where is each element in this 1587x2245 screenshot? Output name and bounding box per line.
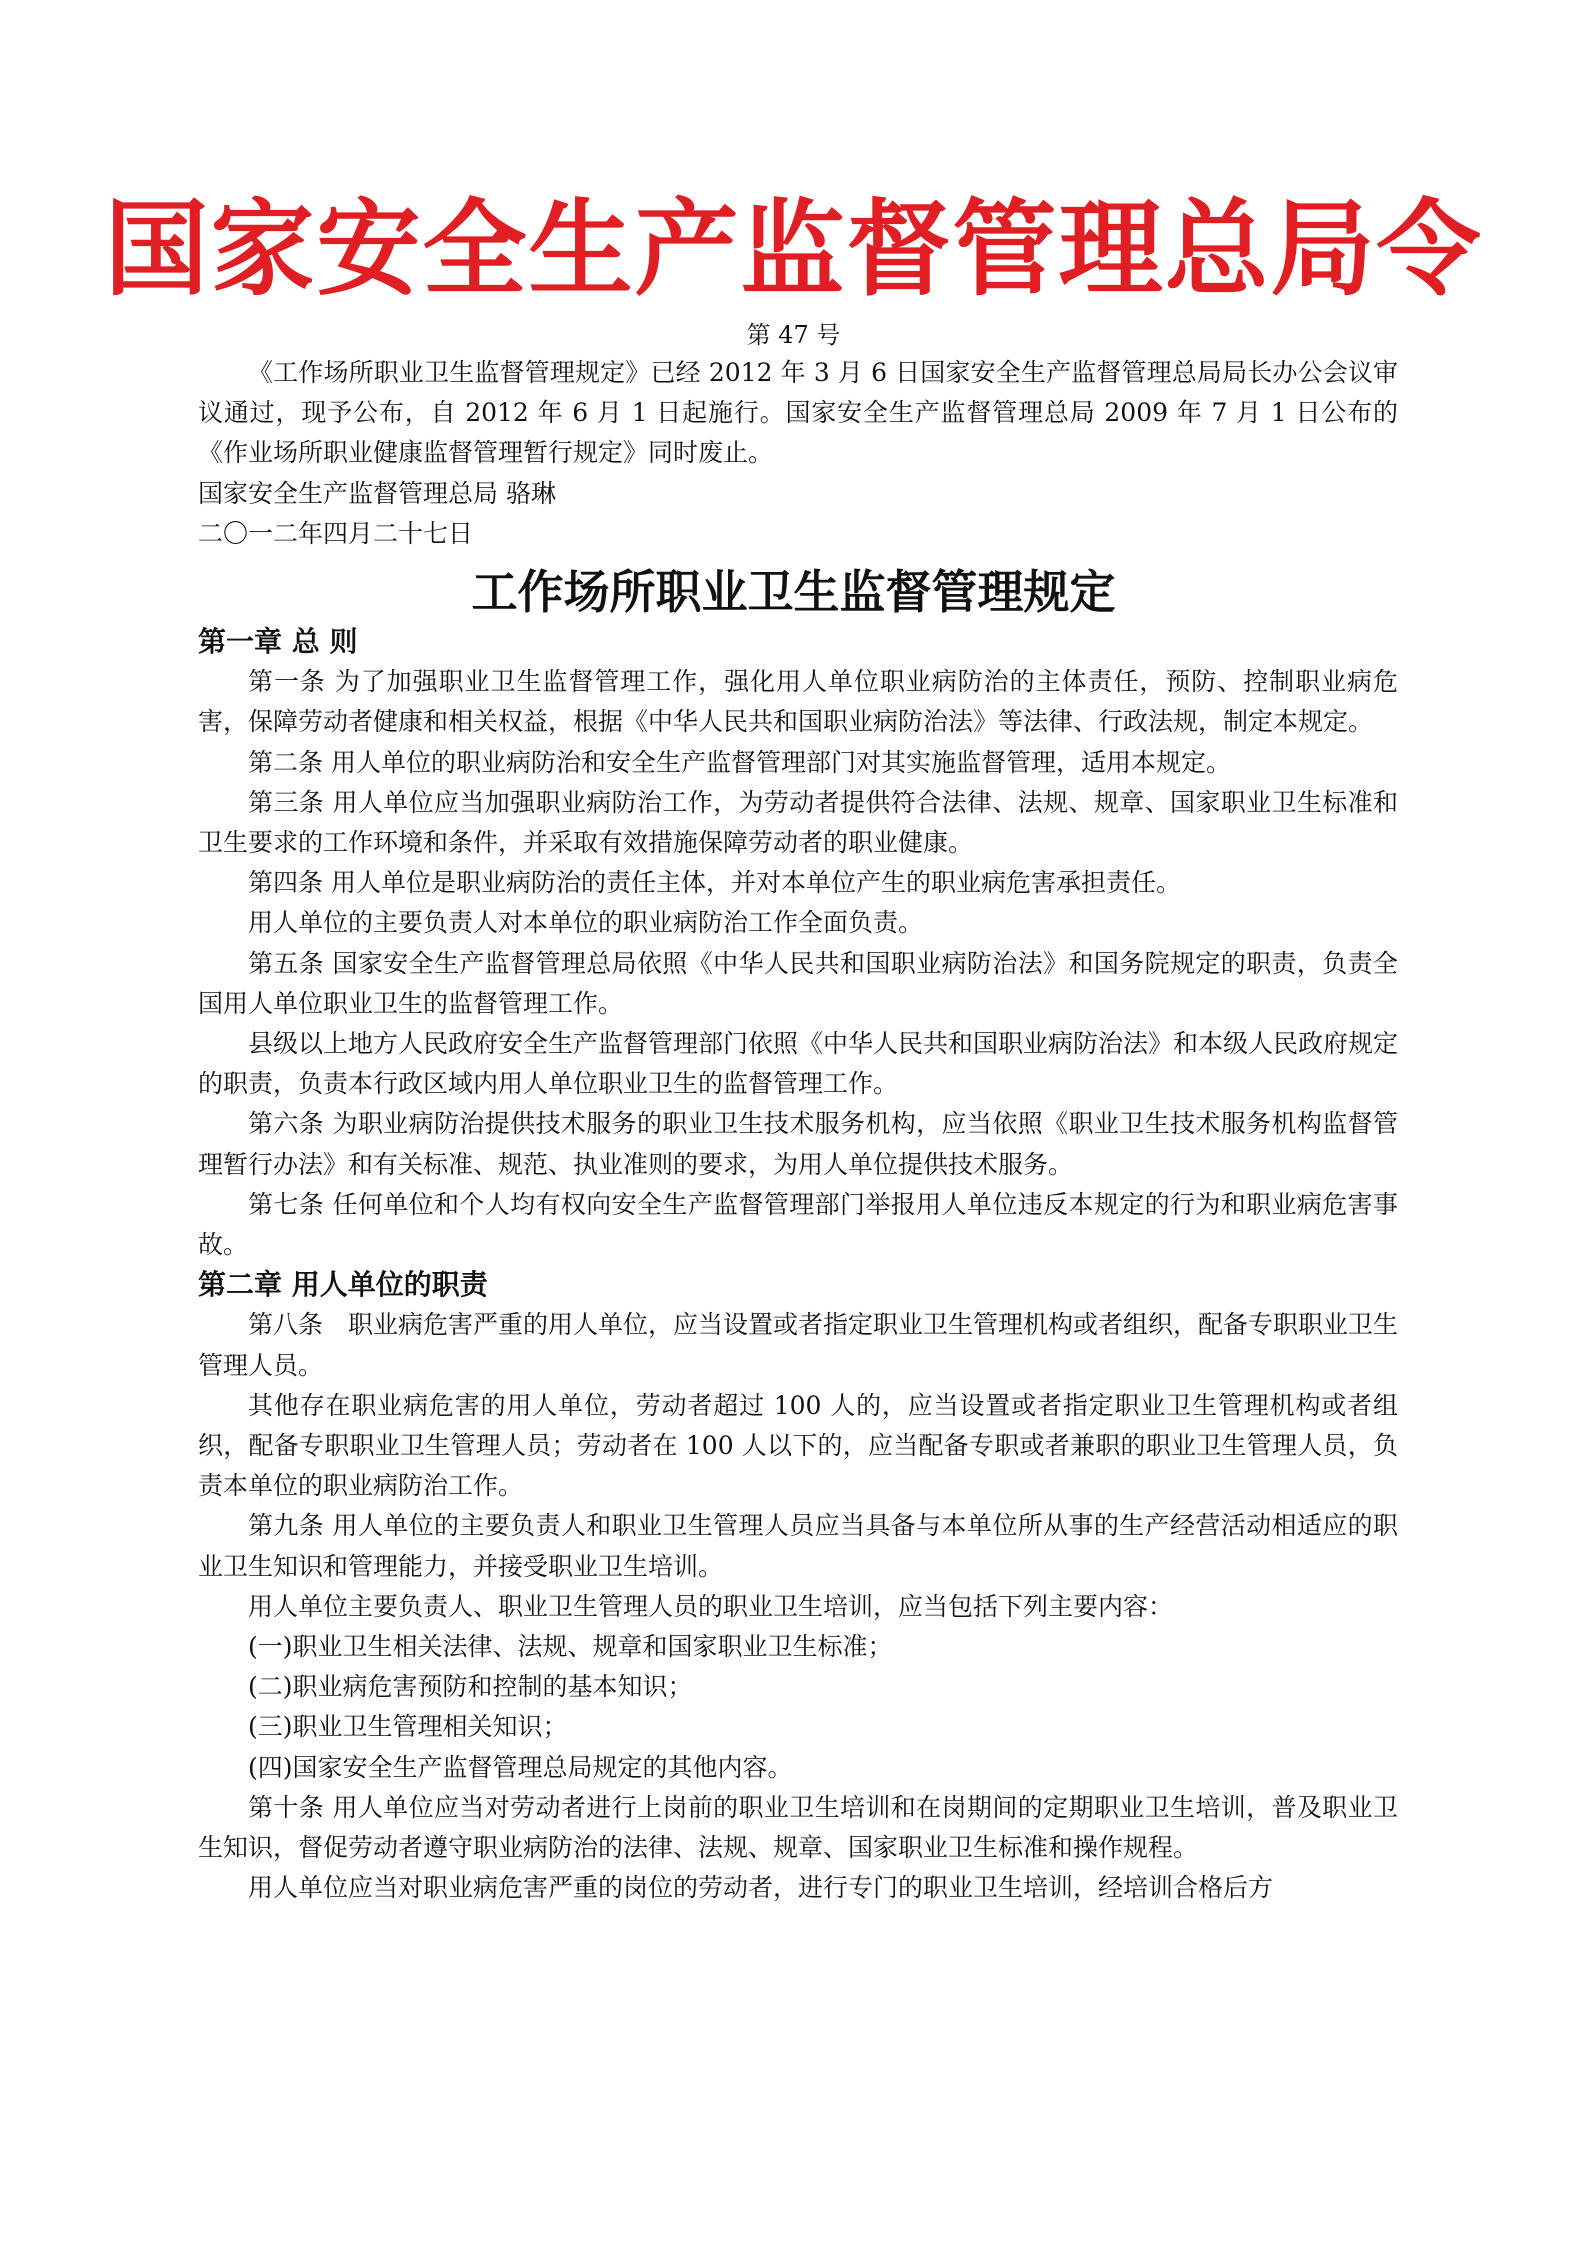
masthead-title: 国家安全生产监督管理总局令 [104,187,1483,310]
paragraph: 第五条 国家安全生产监督管理总局依照《中华人民共和国职业病防治法》和国务院规定的职责，负责全国用人单位职业卫生的监督管理工作。 [198,948,1398,1018]
paragraph: 第九条 用人单位的主要负责人和职业卫生管理人员应当具备与本单位所从事的生产经营活动相适应的职业卫生知识和管理能力，并接受职业卫生培训。 [198,1511,1398,1581]
paragraph: 第六条 为职业病防治提供技术服务的职业卫生技术服务机构，应当依照《职业卫生技术服务机构监督管理暂行办法》和有关标准、规范、执业准则的要求，为用人单位提供技术服务。 [198,1109,1398,1179]
paragraph: 第八条 职业病危害严重的用人单位，应当设置或者指定职业卫生管理机构或者组织，配备专职职业卫生管理人员。 [198,1310,1399,1380]
paragraph: 用人单位应当对职业病危害严重的岗位的劳动者，进行专门的职业卫生培训，经培训合格后方 [248,1873,1274,1903]
chapter-heading: 第一章 总 则 [198,625,358,658]
decree-signature: 国家安全生产监督管理总局 骆琳 [198,478,556,508]
paragraph: 用人单位的主要负责人对本单位的职业病防治工作全面负责。 [248,908,924,938]
paragraph: 第十条 用人单位应当对劳动者进行上岗前的职业卫生培训和在岗期间的定期职业卫生培训，普及职业卫生知识，督促劳动者遵守职业病防治的法律、法规、规章、国家职业卫生标准和操作规程。 [198,1792,1398,1863]
paragraph: 用人单位主要负责人、职业卫生管理人员的职业卫生培训，应当包括下列主要内容： [248,1591,1174,1621]
paragraph: 其他存在职业病危害的用人单位，劳动者超过 100 人的，应当设置或者指定职业卫生管理机构或者组织，配备专职职业卫生管理人员；劳动者在 100 人以下的，应当配备专职或者兼职的职业卫生管理人员，负责本单位的职业病防治工作。 [198,1390,1398,1501]
decree-date: 二〇一二年四月二十七日 [198,518,474,548]
paragraph: 第一条 为了加强职业卫生监督管理工作，强化用人单位职业病防治的主体责任，预防、控制职业病危害，保障劳动者健康和相关权益，根据《中华人民共和国职业病防治法》等法律、行政法规，制定本规定。 [198,667,1398,737]
order-number: 第 47 号 [746,321,841,349]
paragraph: 第四条 用人单位是职业病防治的责任主体，并对本单位产生的职业病危害承担责任。 [248,868,1181,898]
list-item: (四)国家安全生产监督管理总局规定的其他内容。 [248,1752,793,1782]
list-item: (三)职业卫生管理相关知识； [248,1712,568,1742]
decree-block [198,353,1398,554]
decree-body: 《工作场所职业卫生监督管理规定》已经 2012 年 3 月 6 日国家安全生产监督管理总局局长办公会议审议通过，现予公布，自 2012 年 6 月 1 日起施行。国家安全生产监督管理总局 2009 年 7 月 1 日公布的《作业场所职业健康监督管理暂行规定》同时废止。 [198,358,1398,468]
paragraph: 第七条 任何单位和个人均有权向安全生产监督管理部门举报用人单位违反本规定的行为和职业病危害事故。 [198,1189,1398,1260]
paragraph: 第二条 用人单位的职业病防治和安全生产监督管理部门对其实施监督管理，适用本规定。 [248,747,1231,777]
body-text [198,622,1398,1909]
document-title: 工作场所职业卫生监督管理规定 [471,565,1116,619]
chapter-heading: 第二章 用人单位的职责 [198,1268,488,1302]
list-item: (二)职业病危害预防和控制的基本知识； [248,1672,693,1702]
paragraph: 县级以上地方人民政府安全生产监督管理部门依照《中华人民共和国职业病防治法》和本级人民政府规定的职责，负责本行政区域内用人单位职业卫生的监督管理工作。 [198,1029,1399,1099]
list-item: (一)职业卫生相关法律、法规、规章和国家职业卫生标准； [248,1632,893,1662]
paragraph: 第三条 用人单位应当加强职业病防治工作，为劳动者提供符合法律、法规、规章、国家职业卫生标准和卫生要求的工作环境和条件，并采取有效措施保障劳动者的职业健康。 [198,787,1398,858]
